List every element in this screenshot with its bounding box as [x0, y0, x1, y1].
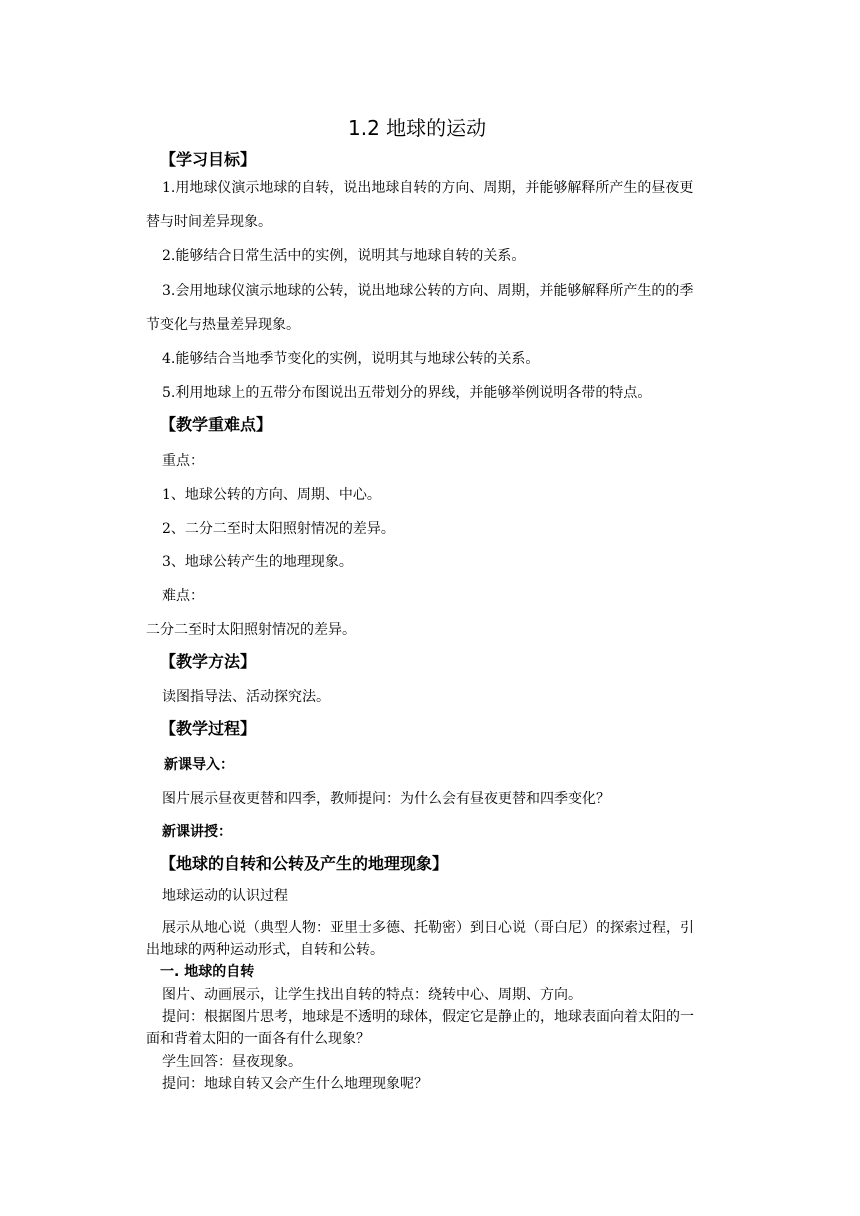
goal-line: 5.利用地球上的五带分布图说出五带划分的界线，并能够举例说明各带的特点。	[162, 385, 652, 401]
key-point: 1、地球公转的方向、周期、中心。	[162, 487, 381, 503]
key-label: 重点：	[162, 453, 204, 469]
goal-line: 3.会用地球仪演示地球的公转，说出地球公转的方向、周期，并能够解释所产生的的季	[162, 283, 694, 299]
topic-line: 出地球的两种运动形式，自转和公转。	[146, 942, 384, 958]
difficulty-label: 难点：	[162, 588, 204, 604]
page-title: 1.2 地球的运动	[348, 116, 487, 140]
topic-line: 展示从地心说（典型人物：亚里士多德、托勒密）到日心说（哥白尼）的探索过程，引	[162, 920, 694, 936]
goal-line: 1.用地球仪演示地球的自转，说出地球自转的方向、周期，并能够解释所产生的昼夜更	[162, 180, 694, 196]
key-point: 2、二分二至时太阳照射情况的差异。	[162, 521, 395, 537]
goal-line: 替与时间差异现象。	[146, 214, 272, 230]
difficulty-text: 二分二至时太阳照射情况的差异。	[146, 622, 356, 638]
key-heading: 【教学重难点】	[160, 415, 273, 434]
rotation-line: 面和背着太阳的一面各有什么现象？	[146, 1031, 370, 1047]
key-point: 3、地球公转产生的地理现象。	[162, 554, 353, 570]
method-heading: 【教学方法】	[160, 652, 257, 671]
rotation-heading: 一. 地球的自转	[160, 964, 255, 980]
intro-label: 新课导入：	[164, 757, 234, 773]
rotation-line: 提问：地球自转又会产生什么地理现象呢？	[162, 1076, 428, 1092]
goals-heading: 【学习目标】	[160, 150, 257, 169]
topic-sub: 地球运动的认识过程	[162, 888, 288, 904]
intro-text: 图片展示昼夜更替和四季，教师提问：为什么会有昼夜更替和四季变化？	[162, 791, 610, 807]
method-text: 读图指导法、活动探究法。	[162, 689, 330, 705]
lecture-label: 新课讲授：	[162, 824, 232, 840]
goal-line: 4.能够结合当地季节变化的实例，说明其与地球公转的关系。	[162, 351, 540, 367]
goal-line: 节变化与热量差异现象。	[146, 317, 300, 333]
rotation-line: 学生回答：昼夜现象。	[162, 1054, 302, 1070]
goal-line: 2.能够结合日常生活中的实例，说明其与地球自转的关系。	[162, 248, 526, 264]
rotation-line: 提问：根据图片思考，地球是不透明的球体，假定它是静止的，地球表面向着太阳的一	[162, 1009, 694, 1025]
topic-heading: 【地球的自转和公转及产生的地理现象】	[160, 854, 449, 873]
process-heading: 【教学过程】	[160, 719, 257, 738]
rotation-line: 图片、动画展示，让学生找出自转的特点：绕转中心、周期、方向。	[162, 987, 582, 1003]
